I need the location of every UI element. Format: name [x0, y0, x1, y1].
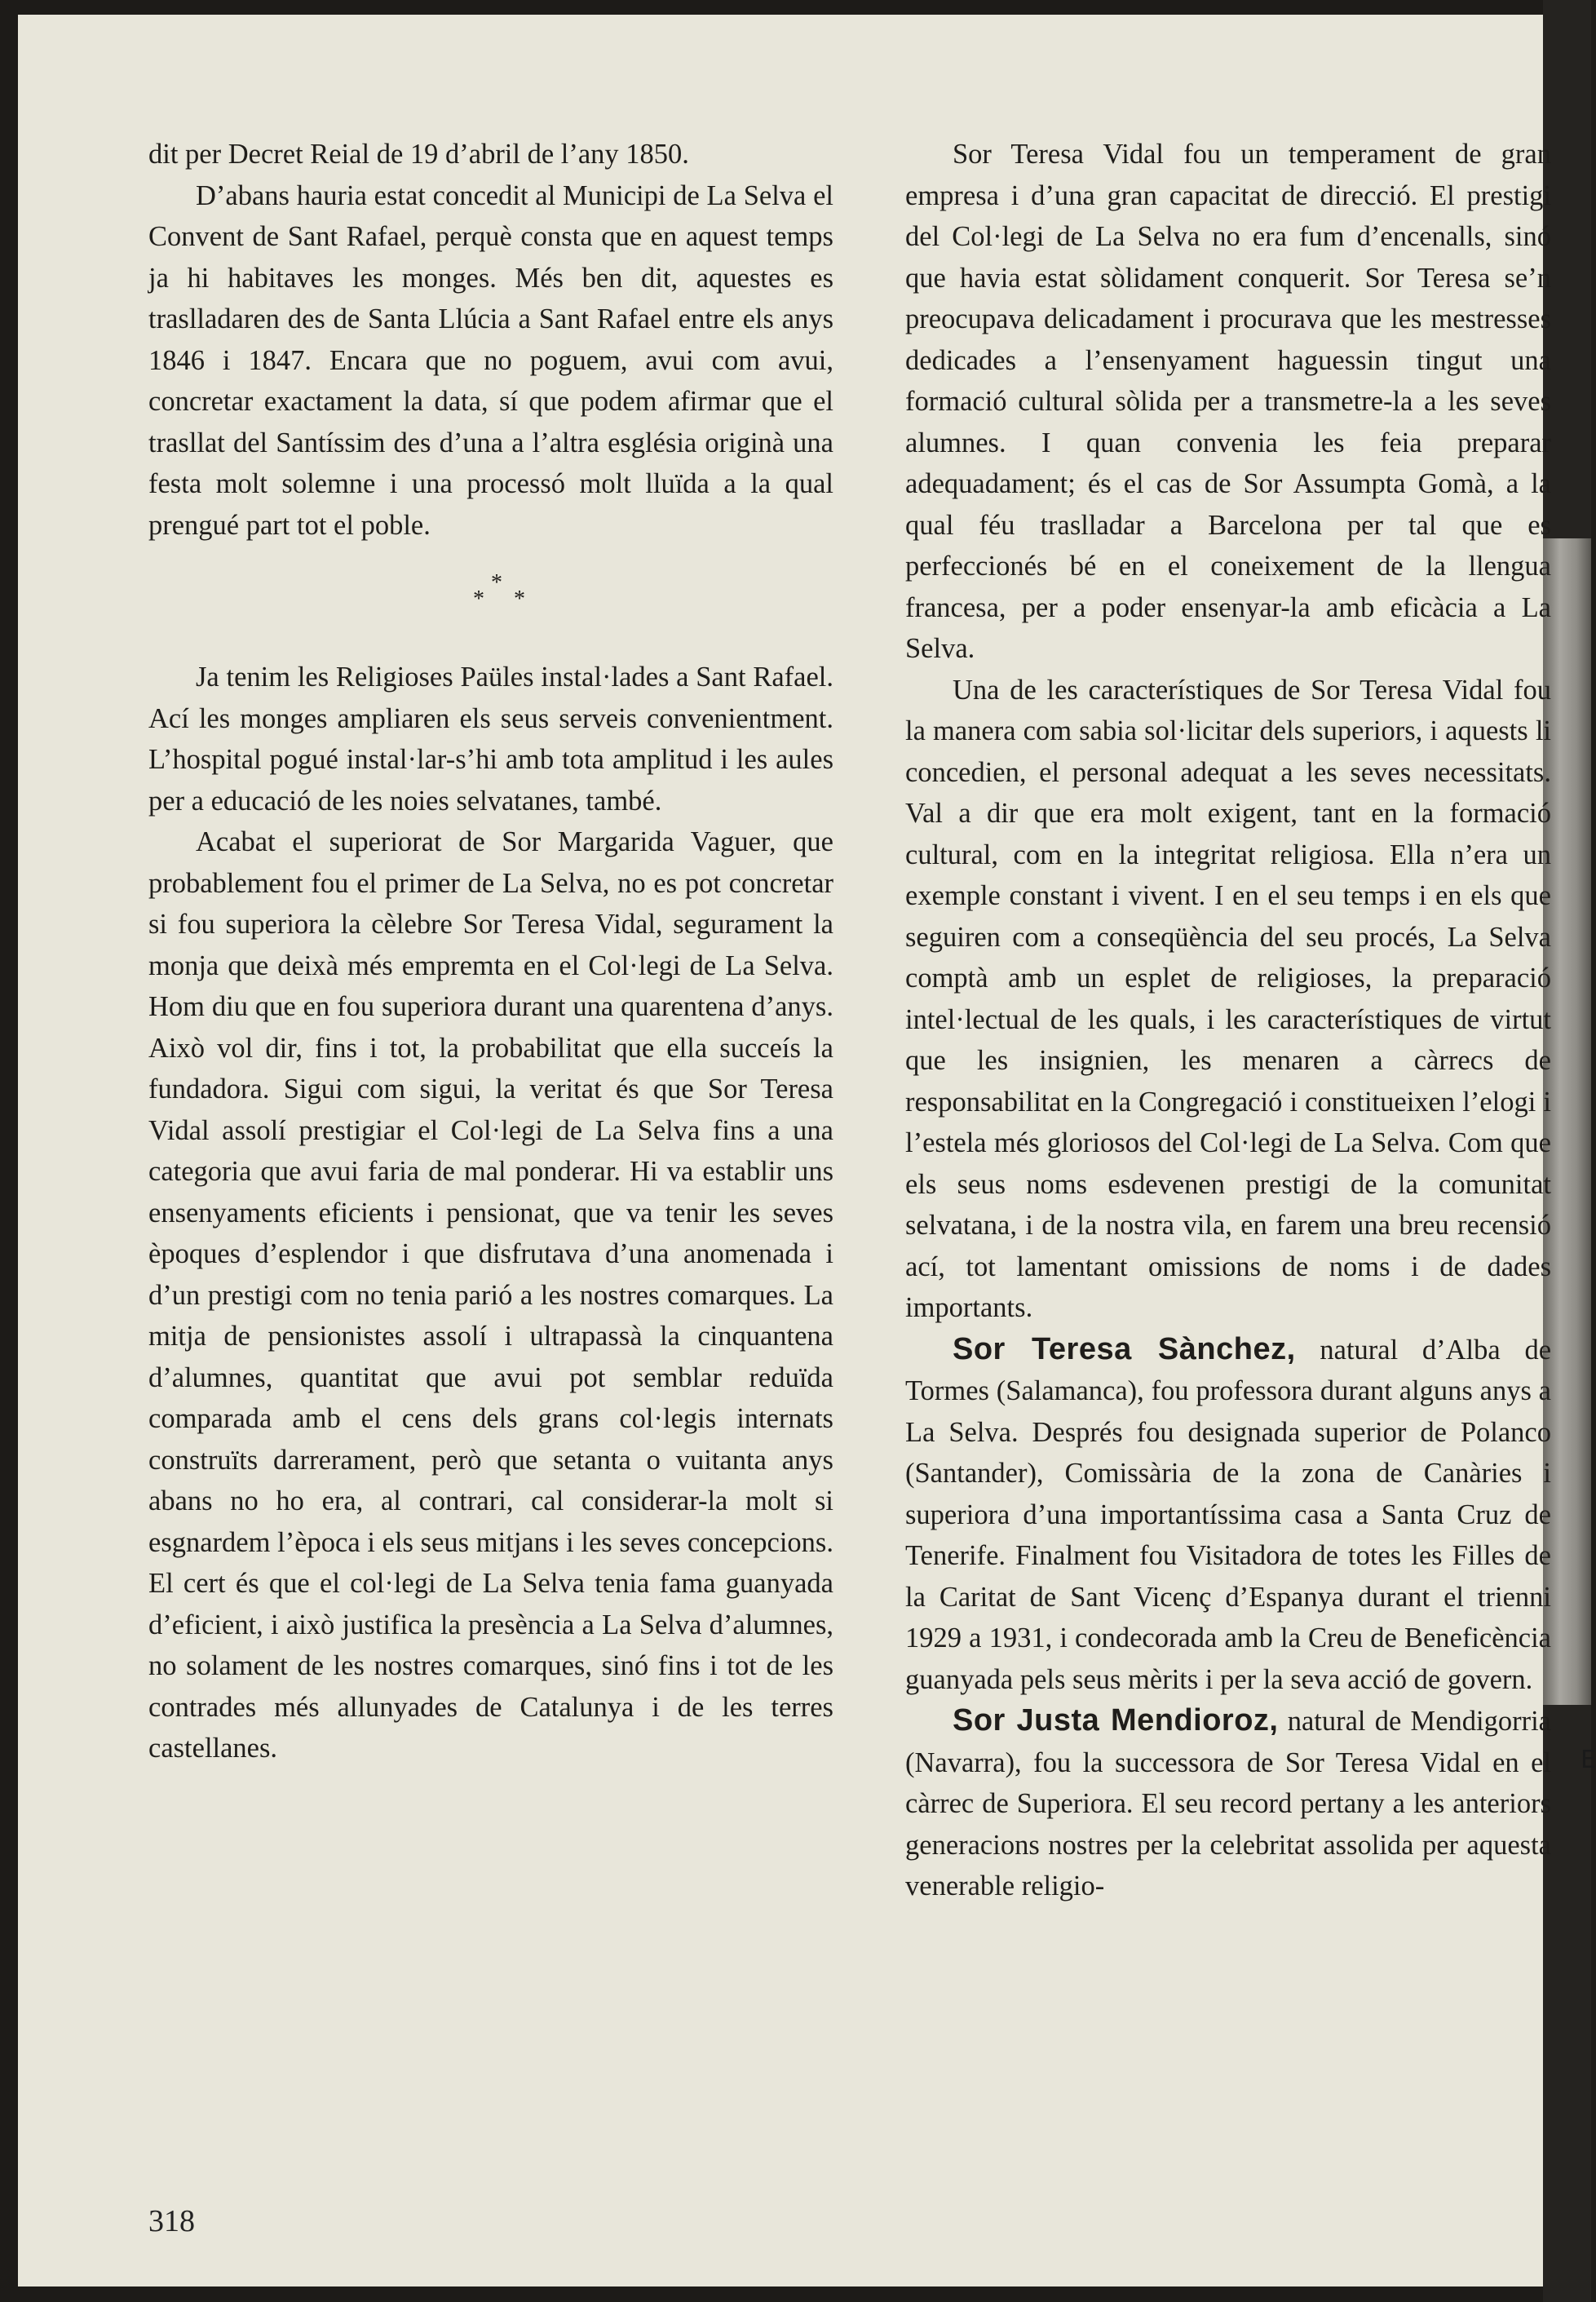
name-teresa-sanchez: Sor Teresa Sànchez, [953, 1331, 1296, 1366]
asterism-star-left: * [473, 587, 484, 612]
right-paragraph-4-text: natural de Mendigorria (Navarra), fou la successora de Sor Teresa Vidal en el càrrec de Superiora. El seu record pertany a les anteriors generacions nostres per la celebritat assolida per aquesta venerable religio- [905, 1706, 1551, 1901]
adjacent-photo-letter: E [1581, 1746, 1596, 1774]
right-paragraph-2: Una de les característiques de Sor Teresa Vidal fou la manera com sabia sol·licitar dels superiors, i aquests li concedien, el personal adequat a les seves necessitats. Val a dir que era molt exigent, tant en la formació cultural, com en la integritat religiosa. Ella n’era un exemple constant i vivent. I en el seu temps i en els que seguiren com a conseqüència del seu procés, La Selva comptà amb un esplet de religioses, la preparació intel·lectual de les quals, i les característiques de virtut que les insignien, les menaren a càrrecs de responsabilitat en la Congregació i constitueixen l’elogi i l’estela més gloriosos del Col·legi de La Selva. Com que els seus noms esdevenen prestigi de la comunitat selvatana, i de la nostra vila, en farem una breu recensió ací, tot lamentant omissions de noms i de dades importants. [905, 674, 1551, 1323]
book-page [18, 15, 1552, 2287]
right-paragraph-3 [905, 1329, 1551, 1701]
right-paragraph-1: Sor Teresa Vidal fou un temperament de gran empresa i d’una gran capacitat de direcció. El prestigi del Col·legi de La Selva no era fum d’encenalls, sinó que havia estat sòlidament conquerit. Sor Teresa se’n preocupava delicadament i procurava que les mestresses dedicades a l’ensenyament haguessin tingut una formació cultural sòlida per a transmetre-la a les seves alumnes. I quan convenia les feia preparar adequadament; és el cas de Sor Assumpta Gomà, a la qual féu traslladar a Barcelona per tal que es perfeccionés bé en el coneixement de la llengua francesa, per a poder ensenyar-la amb eficàcia a La Selva. [905, 139, 1551, 664]
right-paragraph-3-text: natural d’Alba de Tormes (Salamanca), fou professora durant alguns anys a La Selva. Després fou designada superior de Polanco (Santander), Comissària de la zona de Canàries i superiora d’una importantíssima casa a Santa Cruz de Tenerife. Finalment fou Visitadora de totes les Filles de la Caritat de Sant Vicenç d’Espanya durant el trienni 1929 a 1931, i condecorada amb la Creu de Beneficència guanyada pels seus mèrits i per la seva acció de govern. [905, 1334, 1552, 1695]
left-column [148, 134, 833, 1769]
left-paragraph-4: Acabat el superiorat de Sor Margarida Vaguer, que probablement fou el primer de La Selva, no es pot concretar si fou superiora la cèlebre Sor Teresa Vidal, segurament la monja que deixà més empremta en el Col·legi de La Selva. Hom diu que en fou superiora durant una quarentena d’anys. Això vol dir, fins i tot, la probabilitat que ella succeís la fundadora. Sigui com sigui, la veritat és que Sor Teresa Vidal assolí prestigiar el Col·legi de La Selva fins a una categoria que avui faria de mal ponderar. Hi va establir uns ensenyaments eficients i pensionat, que va tenir les seves èpoques d’esplendor i que disfrutava d’una anomenada i d’un prestigi com no tenia parió a les nostres comarques. La mitja de pensionistes assolí i ultrapassà la cinquantena d’alumnes, quantitat que avui pot semblar reduïda comparada amb el cens dels grans col·legis internats construïts darrerament, però que setanta o vuitanta anys abans no ho era, al contrari, cal considerar-la molt si esgnardem l’època i els seus mitjans i les seves concepcions. El cert és que el col·legi de La Selva tenia fama guanyada d’eficient, i això justifica la presència a La Selva d’alumnes, no solament de les nostres comarques, sinó fins i tot de les contrades més allunyades de Catalunya i de les terres castellanes. [148, 826, 833, 1764]
name-justa-mendioroz: Sor Justa Mendioroz, [953, 1703, 1279, 1738]
right-paragraph-4 [905, 1700, 1551, 1907]
page-number: 318 [148, 2204, 195, 2238]
section-asterism [148, 546, 833, 657]
asterism-star-top: * [491, 570, 502, 595]
left-paragraph-1: dit per Decret Reial de 19 d’abril de l’any 1850. [148, 139, 689, 170]
asterism-star-right: * [514, 587, 525, 612]
right-column [905, 134, 1551, 1907]
left-paragraph-3: Ja tenim les Religioses Paüles instal·lades a Sant Rafael. Ací les monges ampliaren els seus serveis convenientment. L’hospital pogué instal·lar-s’hi amb tota amplitud i les aules per a educació de les noies selvatanes, també. [148, 662, 833, 817]
left-paragraph-2: D’abans hauria estat concedit al Municipi de La Selva el Convent de Sant Rafael, perquè consta que en aquest temps ja hi habitaves les monges. Més ben dit, aquestes es traslladaren des de Santa Llúcia a Sant Rafael entre els anys 1846 i 1847. Encara que no poguem, avui com avui, concretar exactament la data, sí que podem afirmar que el trasllat del Santíssim des d’una a l’altra església originà una festa molt solemne i una processó molt lluïda a la qual prengué part tot el poble. [148, 179, 833, 541]
